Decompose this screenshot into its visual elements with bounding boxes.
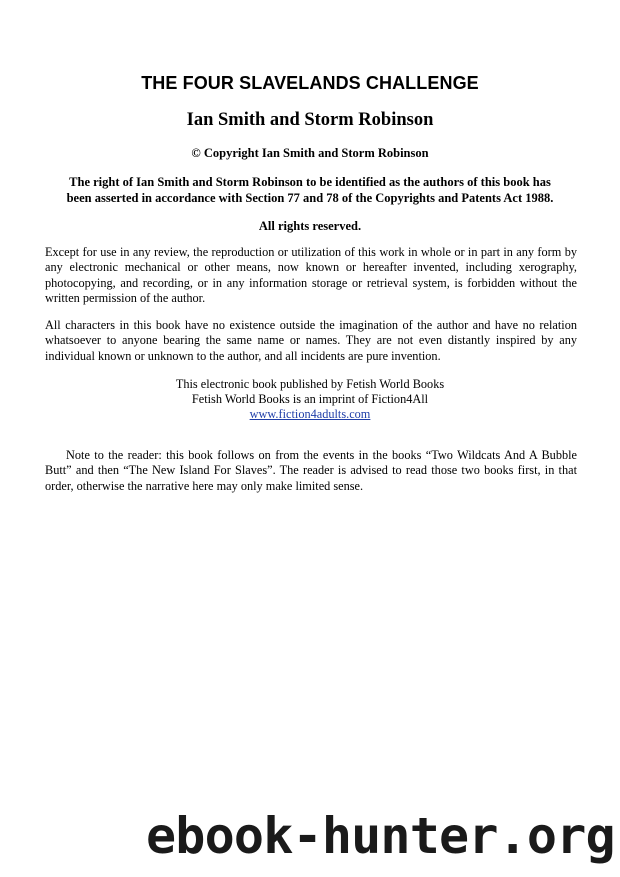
publisher-line-2: Fetish World Books is an imprint of Fiction4All (191, 392, 429, 406)
fiction-disclaimer: All characters in this book have no existence outside the imagination of the author and have no relation whatsoever to anyone bearing the same name or names. They are not even distantly inspired by any individual known or unknown to the author, and all incidents are pure invention. (45, 318, 577, 363)
note-to-reader: Note to the reader: this book follows on from the events in the books “Two Wildcats And A Bubble Butt” and then “The New Island For Slaves”. The reader is advised to read those two books first, in that order, otherwise the narrative here may only make limited sense. (45, 448, 577, 493)
publisher-line-1: This electronic book published by Fetish World Books (175, 377, 445, 391)
rights-statement: The right of Ian Smith and Storm Robinson to be identified as the authors of this book has been asserted in accordance with Section 77 and 78 of the Copyrights and Patents Act 1988. (66, 175, 554, 205)
publisher-block (0, 377, 620, 422)
reproduction-notice: Except for use in any review, the reproduction or utilization of this work in whole or in part in any form by any electronic mechanical or other means, now known or hereafter invented, including xerography, photocopying, and recording, or in any information storage or retrieval system, is forbidden without the written permission of the author. (45, 245, 577, 305)
watermark-text: ebook-hunter.org (146, 807, 615, 865)
book-authors: Ian Smith and Storm Robinson (186, 110, 434, 130)
all-rights-reserved: All rights reserved. (258, 219, 362, 233)
publisher-website-link[interactable]: www.fiction4adults.com (249, 407, 371, 421)
copyright-line: © Copyright Ian Smith and Storm Robinson (191, 146, 429, 160)
book-title: THE FOUR SLAVELANDS CHALLENGE (141, 73, 479, 93)
